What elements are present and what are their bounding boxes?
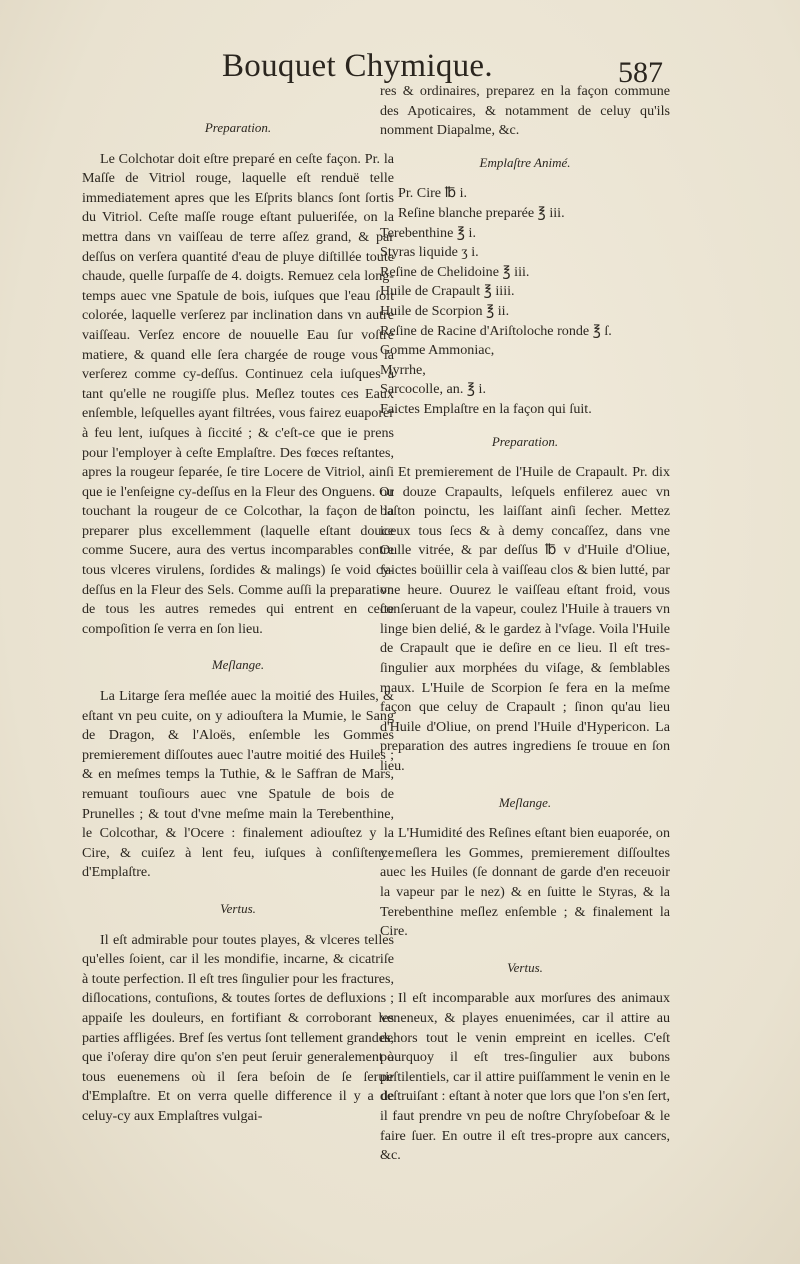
paragraph-continuation: res & ordinaires, preparez en la façon commune des Apoticaires, & notamment de celuy qu'ils nomment Diapalme, &c. xyxy=(380,83,670,139)
paragraph-meslange-2: L'Humidité des Reſines eſtant bien euaporée, on y meſlera les Gommes, premierement diſſoultes auec les Huiles (ſe donnant de garde d'en receuoir la vapeur par le nez) & en ſuitte le Styras, & la Terebenthine meſlez enſemble ; & finalement la Cire. xyxy=(380,825,670,940)
section-title-preparation-2: Preparation. xyxy=(491,433,559,449)
page-number: 587 xyxy=(618,56,663,89)
section-title-emplastre: Emplaſtre Animé. xyxy=(479,154,571,170)
section-title-meslange: Meſlange. xyxy=(211,657,265,673)
ingredient-line: Faictes Emplaſtre en la façon qui ſuit. xyxy=(380,400,592,417)
ingredient-line: Sarcocolle, an. ℥ i. xyxy=(380,381,486,398)
ingredient-line: Pr. Cire ℔ i. xyxy=(398,185,468,202)
ingredient-line: Huile de Crapault ℥ iiii. xyxy=(380,283,515,300)
ingredient-line: Myrrhe, xyxy=(380,361,426,378)
section-title-vertus-2: Vertus. xyxy=(507,959,543,975)
paragraph-vertus-2: Il eſt incomparable aux morſures des animaux veneneux, & playes enuenimées, car il attire au dehors tout le venin empreint en icelles. C'eſt pourquoy il eſt tres-ſingulier aux bubons peſtilentiels, car il attire puiſſamment le venin en le deſtruiſant : eſtant à noter que lors que l'on s'en ſert, il faut prendre vn peu de noſtre Chryſobeſoar & le faire ſuer. En outre il eſt tres-propre aux cancers, &c. xyxy=(380,990,670,1164)
ingredient-line: Huile de Scorpion ℥ ii. xyxy=(380,302,510,319)
paragraph-meslange: La Litarge ſera meſlée auec la moitié des Huiles, & eſtant vn peu cuite, on y adiouſtera la Mumie, le Sang de Dragon, & l'Aloës, enſemble les Gommes premierement diſſoutes auec l'autre moitié des Huiles ; & en meſmes temps la Tuthie, & le Saffran de Mars, remuant touſiours auec vne Spatule de bois de Prunelles ; & tout d'vne meſme main la Terebenthine, le Colcothar, & l'Ocere : finalement adiouſtez y la Cire, & cuiſez à lent feu, iuſques à conſiſtence d'Emplaſtre. xyxy=(82,688,394,881)
right-column xyxy=(380,82,670,1166)
ingredient-line: Terebenthine ℥ i. xyxy=(380,224,476,241)
ingredient-line: Reſine de Chelidoine ℥ iii. xyxy=(380,263,530,280)
paragraph-preparation: Le Colchotar doit eſtre preparé en ceſte façon. Pr. la Maſſe de Vitriol rouge, laquelle eſt renduë telle immediatement apres que les Eſprits blancs ſont ſortis du Vitriol. Ceſte maſſe rouge eſtant pulueriſée, on la mettra dans vn vaiſſeau de terre aſſez grand, & par deſſus on verſera quantité d'eau de pluye diſtillée toute chaude, quelle ſurpaſſe de 4. doigts. Remuez cela long-temps auec vne Spatule de bois, iuſques que l'eau ſoit colorée, laquelle verſerez par inclination dans vn autre vaiſſeau. Verſez encore de nouuelle Eau ſur voſtre matiere, & quand elle ſera chargée de rouge vous la verſerez comme cy-deſſus. Continuez cela iuſques à tant qu'elle ne rougiſſe plus. Meſlez toutes ces Eaux enſemble, leſquelles ayant filtrées, vous fairez euaporer à feu lent, iuſques à ſiccité ; & c'eſt-ce que ie prens pour l'employer à ceſte Emplaſtre. Des fœces reſtantes, apres la rougeur ſeparée, ſe tire Locere de Vitriol, ainſi que ie l'enſeigne cy-deſſus en la Fleur des Onguens. Or touchant la rougeur de ce Colcothar, la façon de la preparer plus excellemment (laquelle eſtant douce comme Sucere, aura des vertus incomparables contre tous vlceres virulens, ſordides & malings) ſe void cy-deſſus en la Fleur des Sels. Comme auſſi la preparation de tous les autres remedes qui entrent en ceſte compoſition ſe verra en ſon lieu. xyxy=(82,150,394,637)
running-title: Bouquet Chymique. xyxy=(222,48,493,84)
section-title-vertus: Vertus. xyxy=(220,900,256,916)
ingredient-line: Gomme Ammoniac, xyxy=(380,342,495,359)
ingredient-line: Reſine blanche preparée ℥ iii. xyxy=(398,204,565,221)
paragraph-preparation-2: Et premierement de l'Huile de Crapault. Pr. dix ou douze Crapaults, leſquels enfilerez auec vn baſton poinctu, les laiſſant ainſi ſecher. Mettez iceux tous ſecs & à demy concaſſez, dans vne Oulle vitrée, & par deſſus ℔ v d'Huile d'Oliue, faictes boüillir cela à vaiſſeau clos & bien lutté, par vne heure. Ouurez le vaiſſeau eſtant froid, vous conſeruant de la vapeur, coulez l'Huile à trauers vn linge bien delié, & le gardez à l'vſage. Voila l'Huile de Crapault que ie deſire en ce lieu. Il eſt tres-ſingulier aux morphées du viſage, & ſemblables maux. L'Huile de Scorpion ſe fera en la meſme façon que celuy de Crapault ; ſinon qu'au lieu d'Huile d'Oliue, on prend l'Huile d'Hypericon. La preparation des autres ingrediens ſe trouue en ſon lieu. xyxy=(380,464,670,774)
section-title-meslange-2: Meſlange. xyxy=(498,794,552,810)
left-column xyxy=(82,112,394,1127)
section-title-preparation: Preparation. xyxy=(204,120,272,135)
paragraph-vertus: Il eſt admirable pour toutes playes, & vlceres telles qu'elles ſoient, car il les mondifie, incarne, & cicatriſe à toute perfection. Il eſt tres ſingulier pour les fractures, diſlocations, contuſions, & toutes ſortes de defluxions ; appaiſe les douleurs, en fortifiant & corroborant les parties affligées. Bref ſes vertus ſont tellement grandes, que i'oſeray dire qu'on s'en peut ſeruir generalement à tous euenemens où il ſera beſoin de ſe ſeruir d'Emplaſtre. Et on verra quelle difference il y a de celuy-cy aux Emplaſtres vulgai- xyxy=(82,931,394,1124)
ingredient-list xyxy=(380,184,670,419)
ingredient-line: Reſine de Racine d'Ariſtoloche ronde ℥ ſ. xyxy=(380,322,612,339)
ingredient-line: Styras liquide ʒ i. xyxy=(380,244,479,261)
